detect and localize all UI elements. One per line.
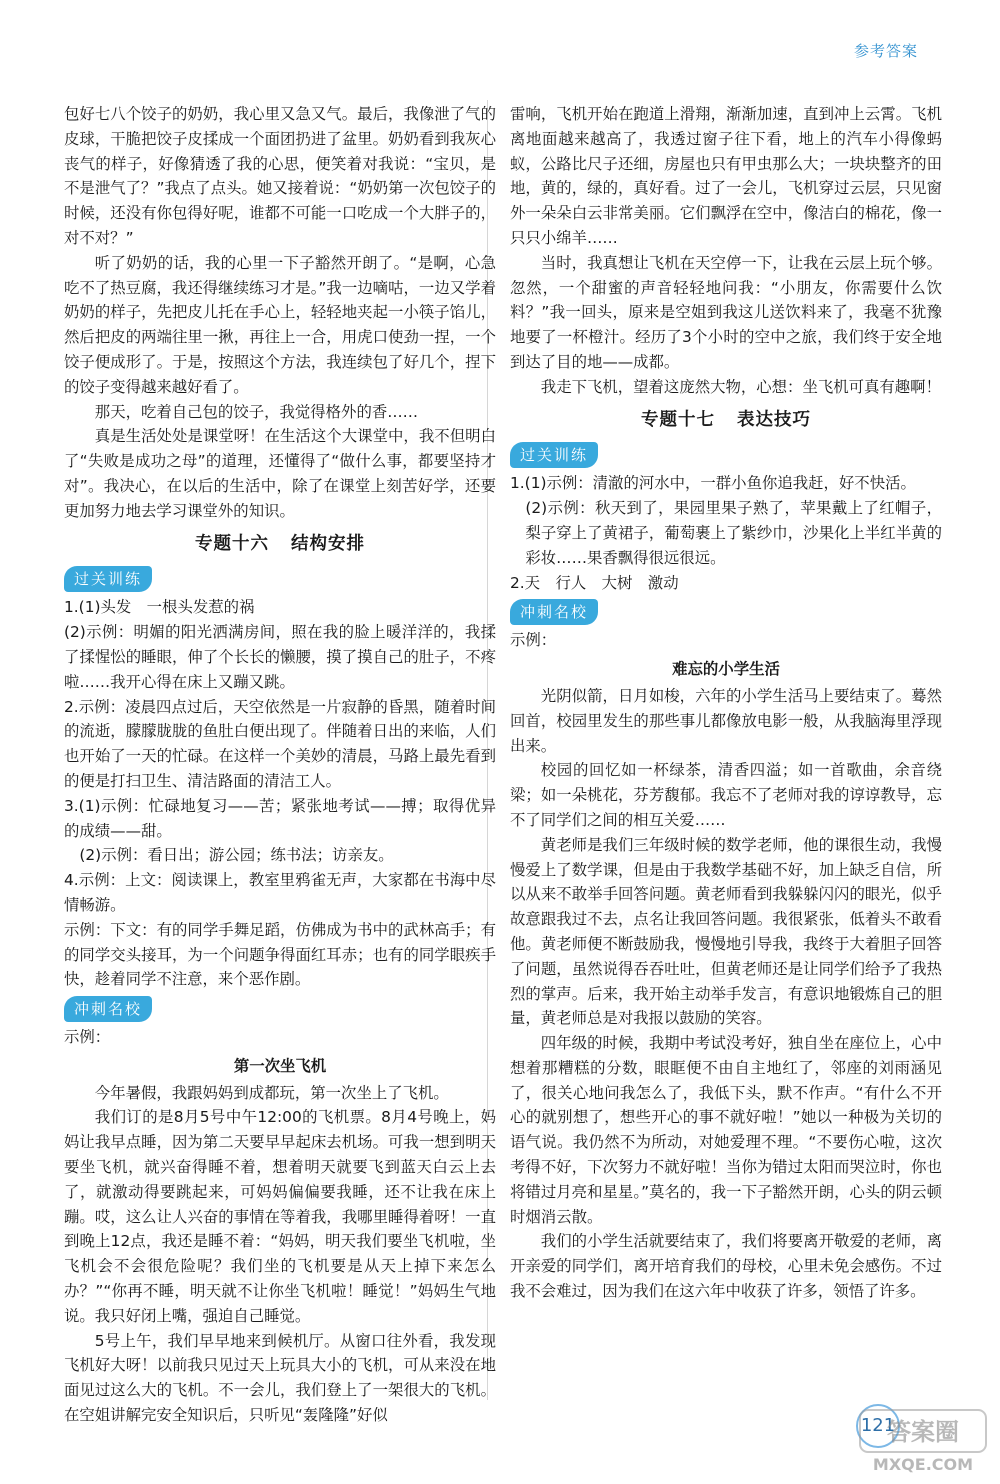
section-number: 专题十七: [641, 409, 715, 430]
answer-item: 1.(1)头发 一根头发惹的祸: [64, 598, 255, 617]
section-name: 结构安排: [291, 533, 365, 554]
section-title: [510, 408, 942, 433]
answer-item: 2.示例：凌晨四点过后，天空依然是一片寂静的昏黑，随着时间的流逝，朦朦胧胧的鱼肚白便出现了。伴随着日出的来临，人们也开始了一天的忙碌。在这样一个美妙的清晨，马路上最先看到的便是打扫卫生、清洁路面的清洁工人。: [64, 697, 496, 790]
essay-paragraph: 我们订的是8月5号中午12:00的飞机票。8月4号晚上，妈妈让我早点睡，因为第二天要早早起床去机场。可我一想到明天要坐飞机，就兴奋得睡不着，想着明天就要飞到蓝天白云上去了，就激动得要跳起来，可妈妈偏偏要我睡，还不让我在床上蹦。哎，这么让人兴奋的事情在等着我，我哪里睡得着呀！一直到晚上12点，我还是睡不着：“妈妈，明天我们要坐飞机啦，坐飞机会不会很危险呢？我们坐的飞机要是从天上掉下来怎么办？”“你再不睡，明天就不让你坐飞机啦！睡觉！”妈妈生气地说。我只好闭上嘴，强迫自己睡觉。: [64, 1108, 496, 1325]
example-label: 示例：: [64, 1028, 111, 1047]
answer-item: 2.天 行人 大树 激动: [510, 573, 679, 592]
essay-paragraph: 黄老师是我们三年级时候的数学老师，他的课很生动，我慢慢爱上了数学课，但是由于我数学基础不好，加上缺乏自信，所以从来不敢举手回答问题。黄老师看到我躲躲闪闪的眼光，似乎故意跟我过不去，点名让我回答问题。我很紧张，低着头不敢看他。黄老师便不断鼓励我，慢慢地引导我，我终于大着胆子回答了问题，虽然说得吞吞吐吐，但黄老师还是让同学们给予了我热烈的掌声。后来，我开始主动举手发言，有意识地锻炼自己的胆量，黄老师总是对我报以鼓励的笑容。: [510, 835, 942, 1028]
section-title: [64, 532, 496, 557]
example-label: 示例：: [510, 631, 557, 650]
section-number: 专题十六: [195, 533, 269, 554]
left-column: [64, 102, 496, 1428]
watermark-text: 答案圈: [887, 1418, 959, 1446]
paragraph: 当时，我真想让飞机在天空停一下，让我在云层上玩个够。忽然，一个甜蜜的声音轻轻地问我：“小朋友，你需要什么饮料？”我一回头，原来是空姐到我这儿送饮料来了，我毫不犹豫地要了一杯橙汁。经历了3个小时的空中之旅，我们终于安全地到达了目的地——成都。: [510, 253, 942, 371]
essay-paragraph: 校园的回忆如一杯绿茶，清香四溢；如一首歌曲，余音绕梁；如一朵桃花，芬芳馥郁。我忘不了老师对我的谆谆教导，忘不了同学们之间的相互关爱……: [510, 761, 942, 829]
right-column: [510, 102, 942, 1304]
essay-paragraph: 四年级的时候，我期中考试没考好，独自坐在座位上，心中想着那糟糕的分数，眼眶便不由自主地红了，邻座的刘雨涵见了，很关心地问我怎么了，我低下头，默不作声。“有什么不开心的就别想了，想些开心的事不就好啦！”她以一种极为关切的语气说。我仍然不为所动，对她爱理不理。“不要伤心啦，这次考得不好，下次努力不就好啦！当你为错过太阳而哭泣时，你也将错过月亮和星星。”莫名的，我一下子豁然开朗，心头的阴云顿时烟消云散。: [510, 1034, 942, 1226]
page-number: 121: [856, 1404, 900, 1448]
practice-badge: 过关训练: [64, 566, 152, 592]
header-label: 参考答案: [853, 42, 918, 60]
essay-paragraph: 5号上午，我们早早地来到候机厅。从窗口往外看，我发现飞机好大呀！以前我只见过天上玩具大小的飞机，可从来没在地面见过这么大的飞机。不一会儿，我们登上了一架很大的飞机。在空姐讲解完安全知识后，只听见“轰隆隆”好似: [64, 1331, 496, 1425]
paragraph: 我走下飞机，望着这庞然大物，心想：坐飞机可真有趣啊！: [540, 377, 941, 396]
essay-paragraph: 我们的小学生活就要结束了，我们将要离开敬爱的老师，离开亲爱的同学们，离开培育我们的母校，心里未免会感伤。不过我不会难过，因为我们在这六年中收获了许多，领悟了许多。: [510, 1232, 942, 1301]
essay-title: 第一次坐飞机: [233, 1056, 327, 1075]
answer-item: (2)示例：看日出；游公园；练书法；访亲友。: [79, 846, 394, 865]
answer-item: (2)示例：秋天到了，果园里果子熟了，苹果戴上了红帽子，梨子穿上了黄裙子，葡萄裹上了紫纱巾，沙果化上半红半黄的彩妆……果香飘得很远很远。: [525, 499, 942, 567]
paragraph: 雷响，飞机开始在跑道上滑翔，渐渐加速，直到冲上云霄。飞机离地面越来越高了，我透过窗子往下看，地上的汽车小得像蚂蚁，公路比尺子还细，房屋也只有甲虫那么大；一块块整齐的田地，黄的，绿的，真好看。过了一会儿，飞机穿过云层，只见窗外一朵朵白云非常美丽。它们飘浮在空中，像洁白的棉花，像一只只小绵羊……: [510, 105, 942, 247]
answer-item: (2)示例：明媚的阳光洒满房间，照在我的脸上暖洋洋的，我揉了揉惺忪的睡眼，伸了个长长的懒腰，摸了摸自己的肚子，不疼啦……我开心得在床上又蹦又跳。: [64, 623, 496, 691]
practice-badge: 过关训练: [510, 442, 598, 468]
essay-title: 难忘的小学生活: [672, 660, 780, 679]
paragraph: 那天，吃着自己包的饺子，我觉得格外的香……: [94, 402, 419, 421]
paragraph: 听了奶奶的话，我的心里一下子豁然开朗了。“是啊，心急吃不了热豆腐，我还得继续练习才是。”我一边嘀咕，一边又学着奶奶的样子，先把皮儿托在手心上，轻轻地夹起一小筷子馅儿，然后把皮的两端往里一揪，再往上一合，用虎口使劲一捏，一个饺子便成形了。于是，按照这个方法，我连续包了好几个，捏下的饺子变得越来越好看了。: [64, 253, 496, 396]
school-badge: 冲刺名校: [64, 996, 152, 1022]
section-name: 表达技巧: [737, 409, 811, 430]
essay-paragraph: 今年暑假，我跟妈妈到成都玩，第一次坐上了飞机。: [94, 1083, 449, 1102]
paragraph: 真是生活处处是课堂呀！在生活这个大课堂中，我不但明白了“失败是成功之母”的道理，还懂得了“做什么事，都要坚持才对”。我决心，在以后的生活中，除了在课堂上刻苦好学，还要更加努力地去学习课堂外的知识。: [64, 427, 496, 520]
answer-item: 1.(1)示例：清澈的河水中，一群小鱼你追我赶，好不快活。: [510, 474, 916, 493]
paragraph: 包好七八个饺子的奶奶，我心里又急又气。最后，我像泄了气的皮球，干脆把饺子皮揉成一个面团扔进了盆里。奶奶看到我灰心丧气的样子，好像猜透了我的心思，便笑着对我说：“宝贝，是不是泄气了？”我点了点头。她又接着说：“奶奶第一次包饺子的时候，还没有你包得好呢，谁都不可能一口吃成一个大胖子的，对不对？”: [64, 105, 496, 247]
answer-item: 3.(1)示例：忙碌地复习——苦；紧张地考试——搏；取得优异的成绩——甜。: [64, 796, 496, 840]
school-badge: 冲刺名校: [510, 599, 598, 625]
answer-item: 示例：下文：有的同学手舞足蹈，仿佛成为书中的武林高手；有的同学交头接耳，为一个问题争得面红耳赤；也有的同学眼疾手快，趁着同学不注意，来个恶作剧。: [64, 920, 496, 989]
watermark-url: MXQE.COM: [872, 1455, 974, 1474]
essay-paragraph: 光阴似箭，日月如梭，六年的小学生活马上要结束了。蓦然回首，校园里发生的那些事儿都像放电影一般，从我脑海里浮现出来。: [510, 686, 942, 755]
answer-item: 4.示例：上文：阅读课上，教室里鸦雀无声，大家都在书海中尽情畅游。: [64, 871, 496, 914]
watermark-logo: [858, 1408, 988, 1476]
